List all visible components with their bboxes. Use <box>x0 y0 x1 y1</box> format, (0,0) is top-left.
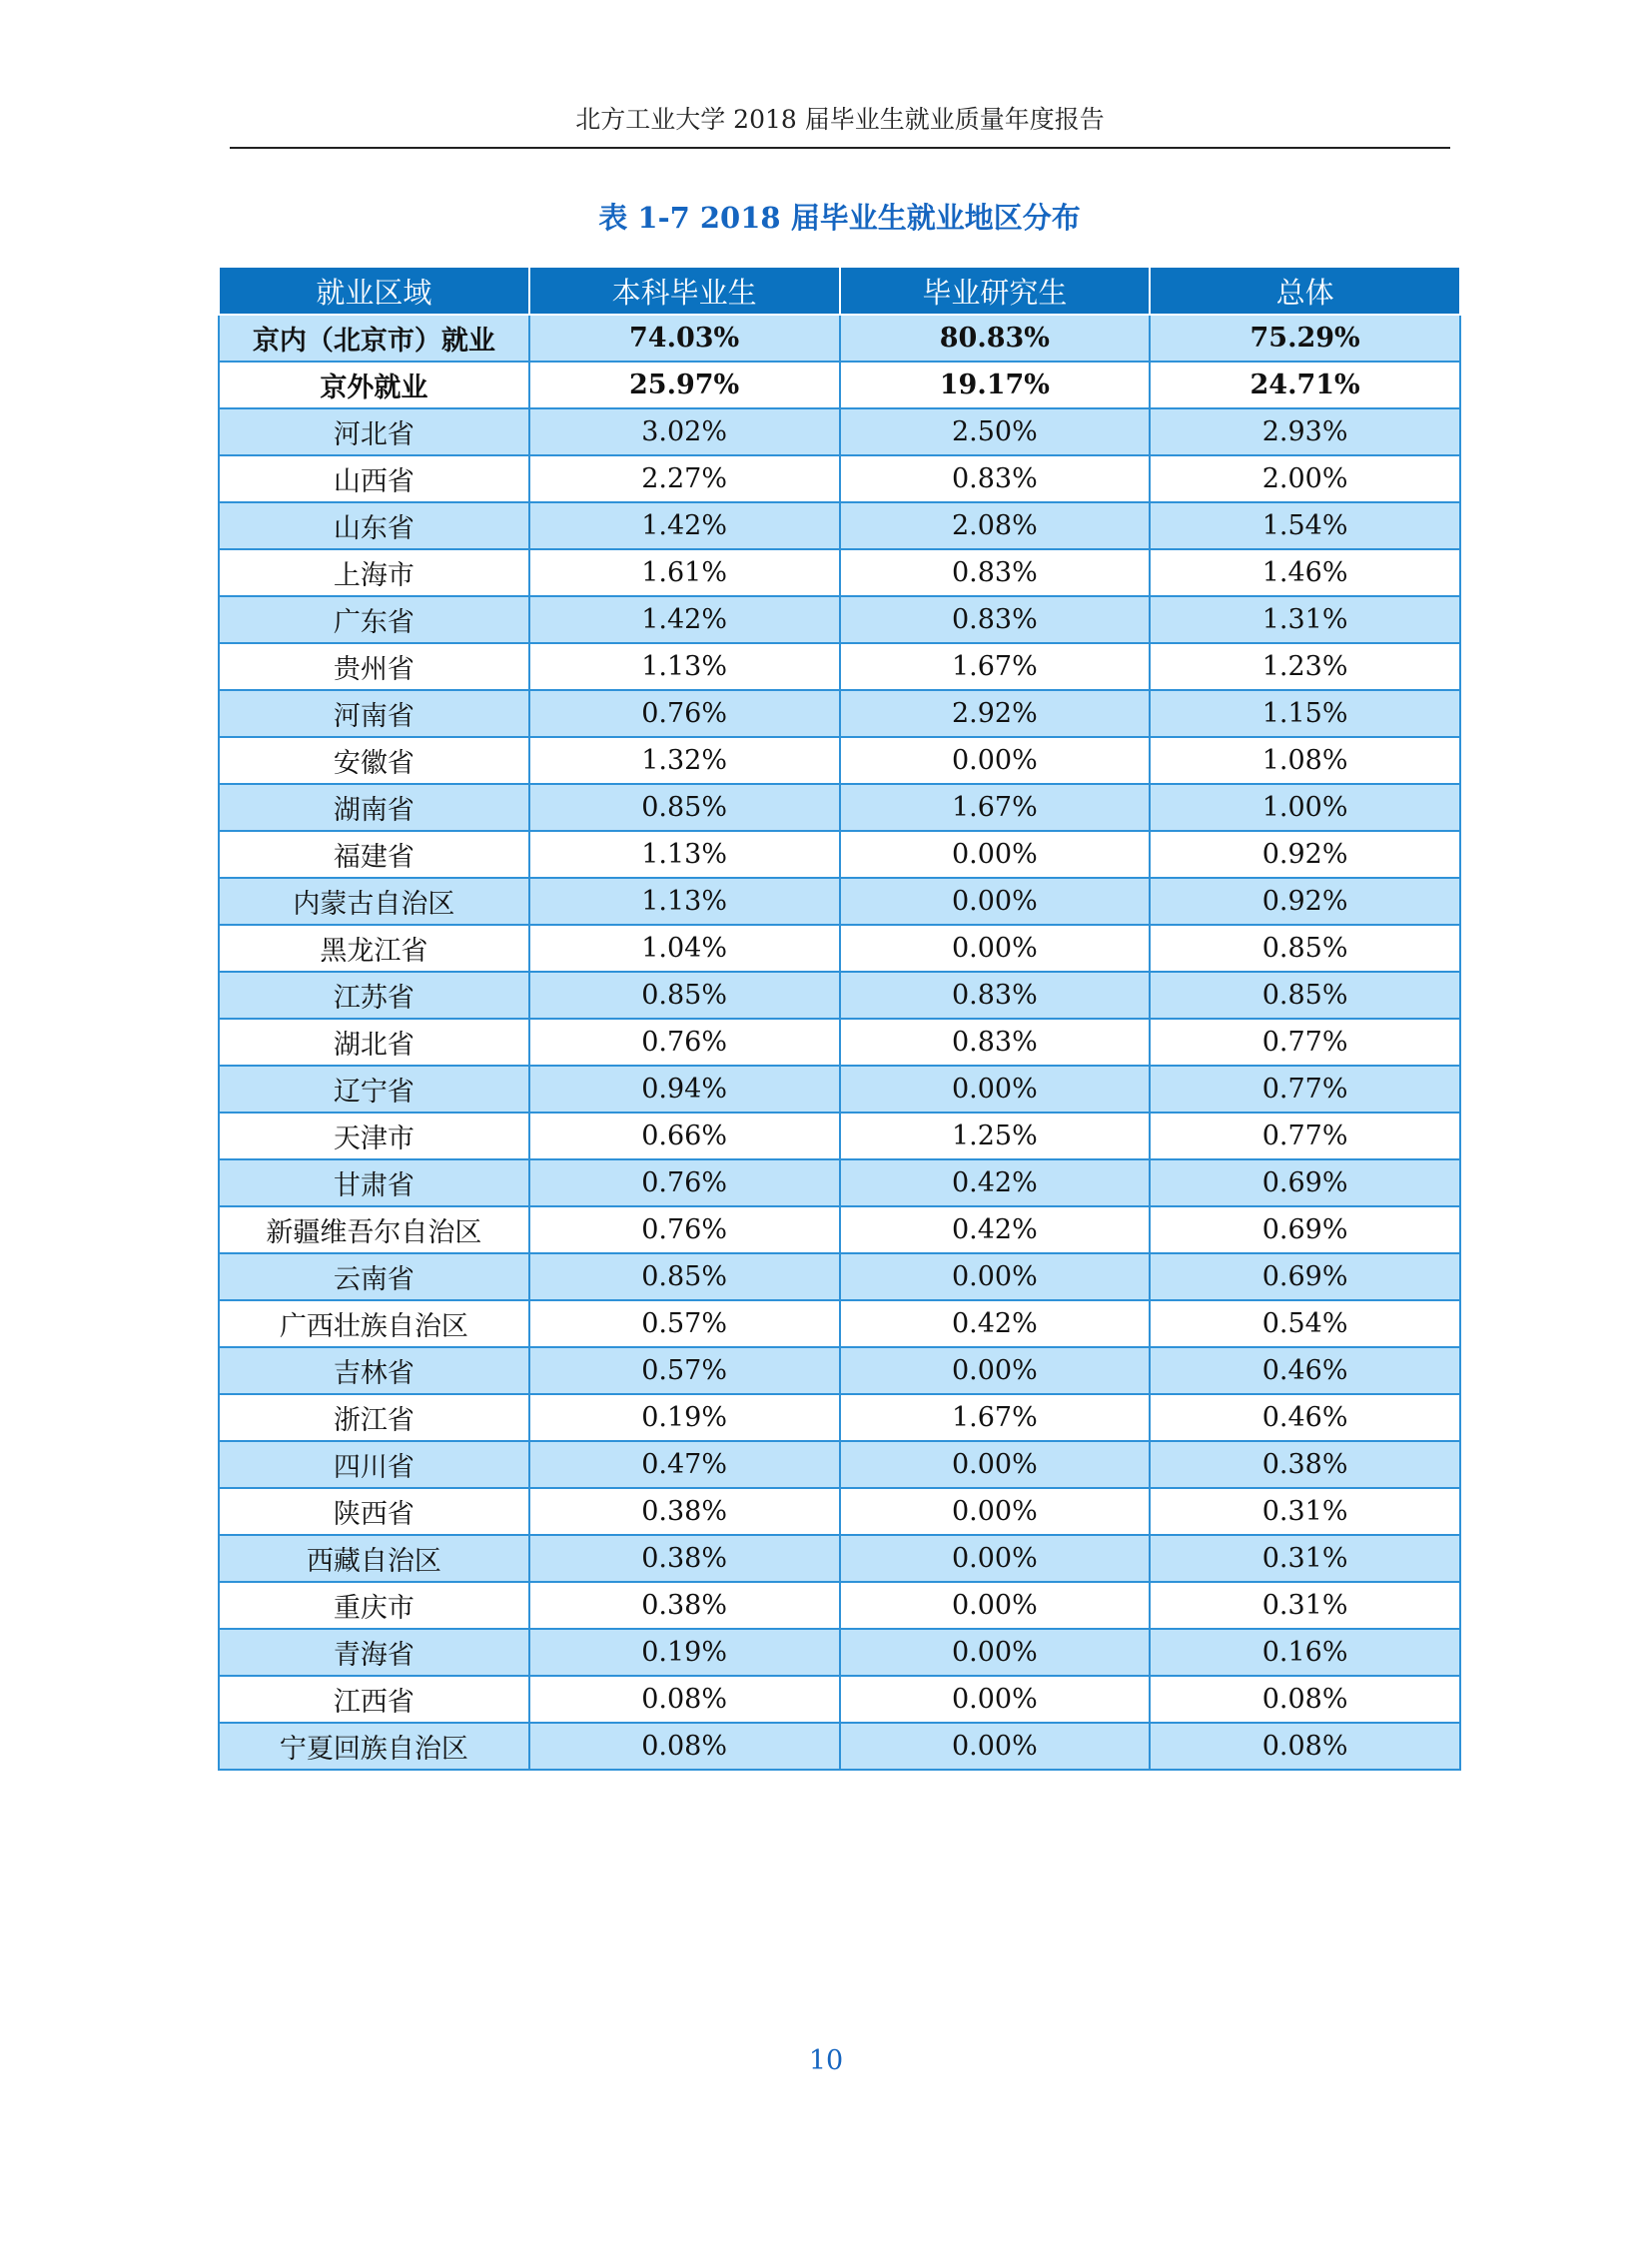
overall-cell: 0.08% <box>1150 1676 1460 1723</box>
table-title: 表 1-7 2018 届毕业生就业地区分布 <box>598 201 1081 235</box>
region-cell: 西藏自治区 <box>219 1535 529 1582</box>
undergraduate-cell: 0.57% <box>529 1300 840 1347</box>
graduate-cell: 0.00% <box>840 1441 1151 1488</box>
undergraduate-cell: 0.47% <box>529 1441 840 1488</box>
page-header: 北方工业大学 2018 届毕业生就业质量年度报告 <box>575 105 1105 134</box>
table-row <box>219 690 1460 737</box>
graduate-cell: 0.00% <box>840 1535 1151 1582</box>
graduate-cell: 0.83% <box>840 596 1151 643</box>
graduate-cell: 1.67% <box>840 1394 1151 1441</box>
graduate-cell: 0.00% <box>840 1676 1151 1723</box>
graduate-cell: 0.00% <box>840 1582 1151 1629</box>
graduate-cell: 0.00% <box>840 1347 1151 1394</box>
graduate-cell: 1.67% <box>840 784 1151 831</box>
column-header-overall: 总体 <box>1150 267 1460 315</box>
undergraduate-cell: 0.85% <box>529 972 840 1019</box>
overall-cell: 0.08% <box>1150 1723 1460 1770</box>
region-cell: 辽宁省 <box>219 1066 529 1113</box>
overall-cell: 1.23% <box>1150 643 1460 690</box>
undergraduate-cell: 1.42% <box>529 596 840 643</box>
graduate-cell: 2.92% <box>840 690 1151 737</box>
overall-cell: 1.15% <box>1150 690 1460 737</box>
overall-cell: 24.71% <box>1150 362 1460 408</box>
region-cell: 江苏省 <box>219 972 529 1019</box>
graduate-cell: 0.42% <box>840 1206 1151 1253</box>
overall-cell: 1.46% <box>1150 549 1460 596</box>
table-row <box>219 455 1460 502</box>
region-cell: 湖南省 <box>219 784 529 831</box>
undergraduate-cell: 1.04% <box>529 925 840 972</box>
table-row <box>219 362 1460 408</box>
graduate-cell: 1.25% <box>840 1113 1151 1159</box>
region-cell: 四川省 <box>219 1441 529 1488</box>
undergraduate-cell: 0.66% <box>529 1113 840 1159</box>
graduate-cell: 0.00% <box>840 1488 1151 1535</box>
column-header-undergraduate: 本科毕业生 <box>529 267 840 315</box>
table-row <box>219 1066 1460 1113</box>
region-cell: 甘肃省 <box>219 1159 529 1206</box>
undergraduate-cell: 0.76% <box>529 1019 840 1066</box>
undergraduate-cell: 0.08% <box>529 1676 840 1723</box>
graduate-cell: 80.83% <box>840 315 1151 362</box>
overall-cell: 0.69% <box>1150 1253 1460 1300</box>
graduate-cell: 0.00% <box>840 737 1151 784</box>
undergraduate-cell: 0.19% <box>529 1394 840 1441</box>
region-cell: 青海省 <box>219 1629 529 1676</box>
region-cell: 广西壮族自治区 <box>219 1300 529 1347</box>
region-cell: 云南省 <box>219 1253 529 1300</box>
table-header-row <box>219 267 1460 315</box>
undergraduate-cell: 1.13% <box>529 643 840 690</box>
region-cell: 江西省 <box>219 1676 529 1723</box>
table-row <box>219 1300 1460 1347</box>
table-row <box>219 1723 1460 1770</box>
overall-cell: 1.54% <box>1150 502 1460 549</box>
undergraduate-cell: 0.85% <box>529 1253 840 1300</box>
region-cell: 上海市 <box>219 549 529 596</box>
graduate-cell: 19.17% <box>840 362 1151 408</box>
table-row <box>219 1019 1460 1066</box>
region-cell: 安徽省 <box>219 737 529 784</box>
undergraduate-cell: 0.38% <box>529 1582 840 1629</box>
overall-cell: 0.92% <box>1150 878 1460 925</box>
undergraduate-cell: 0.57% <box>529 1347 840 1394</box>
overall-cell: 0.38% <box>1150 1441 1460 1488</box>
undergraduate-cell: 0.38% <box>529 1488 840 1535</box>
table-row <box>219 1535 1460 1582</box>
region-cell: 吉林省 <box>219 1347 529 1394</box>
region-cell: 陕西省 <box>219 1488 529 1535</box>
undergraduate-cell: 0.76% <box>529 1206 840 1253</box>
overall-cell: 0.77% <box>1150 1066 1460 1113</box>
overall-cell: 0.77% <box>1150 1019 1460 1066</box>
employment-region-table <box>218 266 1461 1771</box>
graduate-cell: 0.00% <box>840 831 1151 878</box>
table-row <box>219 1582 1460 1629</box>
graduate-cell: 0.00% <box>840 878 1151 925</box>
overall-cell: 1.00% <box>1150 784 1460 831</box>
region-cell: 河北省 <box>219 408 529 455</box>
table-row <box>219 972 1460 1019</box>
undergraduate-cell: 1.42% <box>529 502 840 549</box>
graduate-cell: 0.00% <box>840 1629 1151 1676</box>
table-row <box>219 925 1460 972</box>
undergraduate-cell: 1.61% <box>529 549 840 596</box>
undergraduate-cell: 0.85% <box>529 784 840 831</box>
table-row <box>219 643 1460 690</box>
region-cell: 黑龙江省 <box>219 925 529 972</box>
undergraduate-cell: 2.27% <box>529 455 840 502</box>
graduate-cell: 2.50% <box>840 408 1151 455</box>
undergraduate-cell: 1.13% <box>529 878 840 925</box>
overall-cell: 0.16% <box>1150 1629 1460 1676</box>
region-cell: 天津市 <box>219 1113 529 1159</box>
table-row <box>219 737 1460 784</box>
region-cell: 新疆维吾尔自治区 <box>219 1206 529 1253</box>
overall-cell: 0.77% <box>1150 1113 1460 1159</box>
table-body <box>219 315 1460 1770</box>
overall-cell: 0.31% <box>1150 1488 1460 1535</box>
table-row <box>219 408 1460 455</box>
graduate-cell: 0.00% <box>840 1066 1151 1113</box>
overall-cell: 0.69% <box>1150 1206 1460 1253</box>
undergraduate-cell: 25.97% <box>529 362 840 408</box>
graduate-cell: 0.83% <box>840 972 1151 1019</box>
table-row <box>219 596 1460 643</box>
table-row <box>219 1159 1460 1206</box>
graduate-cell: 2.08% <box>840 502 1151 549</box>
table-row <box>219 1676 1460 1723</box>
undergraduate-cell: 0.19% <box>529 1629 840 1676</box>
region-cell: 重庆市 <box>219 1582 529 1629</box>
undergraduate-cell: 0.76% <box>529 690 840 737</box>
region-cell: 广东省 <box>219 596 529 643</box>
overall-cell: 0.85% <box>1150 925 1460 972</box>
graduate-cell: 0.42% <box>840 1300 1151 1347</box>
graduate-cell: 0.83% <box>840 455 1151 502</box>
region-cell: 福建省 <box>219 831 529 878</box>
table-row <box>219 1347 1460 1394</box>
undergraduate-cell: 1.13% <box>529 831 840 878</box>
overall-cell: 0.31% <box>1150 1535 1460 1582</box>
overall-cell: 2.93% <box>1150 408 1460 455</box>
undergraduate-cell: 0.94% <box>529 1066 840 1113</box>
column-header-graduate: 毕业研究生 <box>840 267 1151 315</box>
overall-cell: 0.46% <box>1150 1394 1460 1441</box>
graduate-cell: 1.67% <box>840 643 1151 690</box>
table-row <box>219 502 1460 549</box>
table-row <box>219 1113 1460 1159</box>
overall-cell: 0.85% <box>1150 972 1460 1019</box>
region-cell: 贵州省 <box>219 643 529 690</box>
table-row <box>219 1394 1460 1441</box>
region-cell: 河南省 <box>219 690 529 737</box>
table-row <box>219 878 1460 925</box>
table-row <box>219 1488 1460 1535</box>
graduate-cell: 0.00% <box>840 1253 1151 1300</box>
overall-cell: 1.31% <box>1150 596 1460 643</box>
page-number: 10 <box>808 2045 844 2076</box>
header-rule <box>230 147 1450 149</box>
region-cell: 内蒙古自治区 <box>219 878 529 925</box>
overall-cell: 0.69% <box>1150 1159 1460 1206</box>
graduate-cell: 0.00% <box>840 1723 1151 1770</box>
table-row <box>219 549 1460 596</box>
overall-cell: 0.92% <box>1150 831 1460 878</box>
undergraduate-cell: 74.03% <box>529 315 840 362</box>
table-row <box>219 1441 1460 1488</box>
table-row <box>219 831 1460 878</box>
undergraduate-cell: 0.38% <box>529 1535 840 1582</box>
region-cell: 浙江省 <box>219 1394 529 1441</box>
undergraduate-cell: 0.08% <box>529 1723 840 1770</box>
undergraduate-cell: 3.02% <box>529 408 840 455</box>
graduate-cell: 0.00% <box>840 925 1151 972</box>
column-header-region: 就业区域 <box>219 267 529 315</box>
table-row <box>219 1253 1460 1300</box>
region-cell: 湖北省 <box>219 1019 529 1066</box>
table-row <box>219 315 1460 362</box>
table-row <box>219 784 1460 831</box>
graduate-cell: 0.42% <box>840 1159 1151 1206</box>
graduate-cell: 0.83% <box>840 549 1151 596</box>
undergraduate-cell: 1.32% <box>529 737 840 784</box>
region-cell: 京内（北京市）就业 <box>219 315 529 362</box>
undergraduate-cell: 0.76% <box>529 1159 840 1206</box>
table-row <box>219 1206 1460 1253</box>
overall-cell: 75.29% <box>1150 315 1460 362</box>
region-cell: 宁夏回族自治区 <box>219 1723 529 1770</box>
overall-cell: 1.08% <box>1150 737 1460 784</box>
region-cell: 山西省 <box>219 455 529 502</box>
overall-cell: 0.54% <box>1150 1300 1460 1347</box>
region-cell: 京外就业 <box>219 362 529 408</box>
graduate-cell: 0.83% <box>840 1019 1151 1066</box>
overall-cell: 0.46% <box>1150 1347 1460 1394</box>
table-row <box>219 1629 1460 1676</box>
overall-cell: 2.00% <box>1150 455 1460 502</box>
region-cell: 山东省 <box>219 502 529 549</box>
overall-cell: 0.31% <box>1150 1582 1460 1629</box>
